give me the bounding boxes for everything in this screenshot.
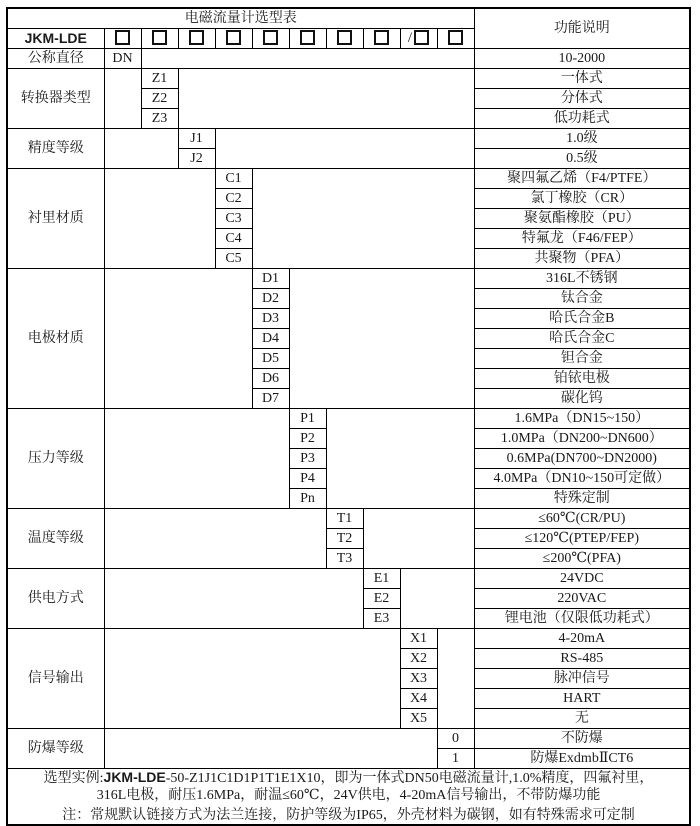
- description-cell: ≤200℃(PFA): [474, 549, 690, 569]
- description-cell: 铂铱电极: [474, 369, 690, 389]
- filler-cell: [437, 629, 474, 729]
- description-cell: 不防爆: [474, 729, 690, 749]
- description-cell: 共聚物（PFA）: [474, 249, 690, 269]
- model-code-cell: [215, 29, 252, 49]
- code-cell: C3: [215, 209, 252, 229]
- code-cell: Pn: [289, 489, 326, 509]
- group-label-nominal-diameter: 公称直径: [7, 49, 104, 69]
- model-code-cell: [289, 29, 326, 49]
- code-cell: P2: [289, 429, 326, 449]
- description-cell: 一体式: [474, 69, 690, 89]
- code-cell: E3: [363, 609, 400, 629]
- checkbox-icon[interactable]: [300, 30, 315, 45]
- description-cell: 0.5级: [474, 149, 690, 169]
- code-cell: C2: [215, 189, 252, 209]
- model-code-cell: [326, 29, 363, 49]
- filler-cell: [215, 129, 474, 169]
- bottom-note: 注：常规默认链接方式为法兰连接，防护等级为IP65，外壳材料为碳钢，如有特殊需求可定制: [62, 808, 635, 823]
- code-cell: X1: [400, 629, 437, 649]
- filler-cell: [178, 69, 474, 129]
- code-cell: D6: [252, 369, 289, 389]
- slash-mark: /: [407, 30, 413, 46]
- description-cell: 氯丁橡胶（CR）: [474, 189, 690, 209]
- checkbox-icon[interactable]: [374, 30, 389, 45]
- filler-cell: [104, 729, 437, 769]
- group-label-electrode-material: 电极材质: [7, 269, 104, 409]
- checkbox-icon[interactable]: [414, 30, 429, 45]
- description-cell: 1.0级: [474, 129, 690, 149]
- code-cell: C5: [215, 249, 252, 269]
- description-cell: 聚四氟乙烯（F4/PTFE）: [474, 169, 690, 189]
- group-label-signal-output: 信号输出: [7, 629, 104, 729]
- description-cell: 锂电池（仅限低功耗式）: [474, 609, 690, 629]
- group-label-explosion-proof: 防爆等级: [7, 729, 104, 769]
- code-cell: Z3: [141, 109, 178, 129]
- description-cell: 钽合金: [474, 349, 690, 369]
- description-cell: 碳化钨: [474, 389, 690, 409]
- table-title: 电磁流量计选型表: [7, 8, 474, 29]
- code-cell: T2: [326, 529, 363, 549]
- code-cell: C4: [215, 229, 252, 249]
- description-cell: 分体式: [474, 89, 690, 109]
- model-code-cell: [252, 29, 289, 49]
- filler-cell: [326, 409, 474, 509]
- filler-cell: [104, 269, 252, 409]
- checkbox-icon[interactable]: [337, 30, 352, 45]
- code-cell: D4: [252, 329, 289, 349]
- filler-cell: [104, 569, 363, 629]
- filler-cell: [252, 169, 474, 269]
- notes-area: [7, 769, 690, 826]
- code-cell: P3: [289, 449, 326, 469]
- example-text-line2: 316L电极，耐压1.6MPa，耐温≤60℃，24V供电，4-20mA信号输出，不带防爆功能: [96, 788, 601, 803]
- example-prefix: 选型实例:: [43, 771, 104, 786]
- checkbox-icon[interactable]: [263, 30, 278, 45]
- filler-cell: [363, 509, 474, 569]
- code-cell: D3: [252, 309, 289, 329]
- description-cell: 哈氏合金C: [474, 329, 690, 349]
- description-cell: 低功耗式: [474, 109, 690, 129]
- filler-cell: [104, 629, 400, 729]
- selection-table: [6, 7, 691, 826]
- description-cell: 24VDC: [474, 569, 690, 589]
- description-cell: 特殊定制: [474, 489, 690, 509]
- checkbox-icon[interactable]: [152, 30, 167, 45]
- code-cell: X4: [400, 689, 437, 709]
- code-cell: E1: [363, 569, 400, 589]
- description-cell: 4.0MPa（DN10~150可定做）: [474, 469, 690, 489]
- group-label-accuracy-class: 精度等级: [7, 129, 104, 169]
- code-cell: Z1: [141, 69, 178, 89]
- filler-cell: [104, 169, 215, 269]
- model-code-cell: [363, 29, 400, 49]
- code-cell: C1: [215, 169, 252, 189]
- example-text: -50-Z1J1C1D1P1T1E1X10，即为一体式DN50电磁流量计,1.0%精度，四氟衬里，: [165, 771, 654, 786]
- code-cell: D1: [252, 269, 289, 289]
- code-cell: X3: [400, 669, 437, 689]
- function-description-header: 功能说明: [474, 8, 690, 49]
- example-model-code: JKM-LDE: [103, 769, 166, 785]
- description-cell: 防爆ExdmbⅡCT6: [474, 749, 690, 769]
- checkbox-icon[interactable]: [115, 30, 130, 45]
- filler-cell: [400, 569, 474, 629]
- group-label-temperature-rating: 温度等级: [7, 509, 104, 569]
- description-cell: 聚氨酯橡胶（PU）: [474, 209, 690, 229]
- filler-cell: [104, 409, 289, 509]
- filler-cell: [141, 49, 474, 69]
- description-cell: 1.0MPa（DN200~DN600）: [474, 429, 690, 449]
- code-cell: T1: [326, 509, 363, 529]
- model-code-cell: [104, 29, 141, 49]
- code-cell: DN: [104, 49, 141, 69]
- description-cell: HART: [474, 689, 690, 709]
- description-cell: ≤120℃(PTEP/FEP): [474, 529, 690, 549]
- filler-cell: [104, 69, 141, 129]
- checkbox-icon[interactable]: [448, 30, 463, 45]
- code-cell: X2: [400, 649, 437, 669]
- checkbox-icon[interactable]: [189, 30, 204, 45]
- description-cell: 脉冲信号: [474, 669, 690, 689]
- description-cell: RS-485: [474, 649, 690, 669]
- code-cell: D2: [252, 289, 289, 309]
- group-label-power-supply: 供电方式: [7, 569, 104, 629]
- code-cell: E2: [363, 589, 400, 609]
- group-label-lining-material: 衬里材质: [7, 169, 104, 269]
- model-prefix-label: JKM-LDE: [7, 29, 104, 49]
- model-code-cell: [400, 29, 437, 49]
- code-cell: Z2: [141, 89, 178, 109]
- code-cell: 0: [437, 729, 474, 749]
- description-cell: ≤60℃(CR/PU): [474, 509, 690, 529]
- code-cell: J2: [178, 149, 215, 169]
- description-cell: 1.6MPa（DN15~150）: [474, 409, 690, 429]
- filler-cell: [289, 269, 474, 409]
- description-cell: 220VAC: [474, 589, 690, 609]
- code-cell: D7: [252, 389, 289, 409]
- description-cell: 哈氏合金B: [474, 309, 690, 329]
- description-cell: 10-2000: [474, 49, 690, 69]
- description-cell: 4-20mA: [474, 629, 690, 649]
- code-cell: D5: [252, 349, 289, 369]
- group-label-converter-type: 转换器类型: [7, 69, 104, 129]
- group-label-pressure-rating: 压力等级: [7, 409, 104, 509]
- code-cell: 1: [437, 749, 474, 769]
- code-cell: X5: [400, 709, 437, 729]
- description-cell: 特氟龙（F46/FEP）: [474, 229, 690, 249]
- description-cell: 无: [474, 709, 690, 729]
- description-cell: 0.6MPa(DN700~DN2000): [474, 449, 690, 469]
- code-cell: P1: [289, 409, 326, 429]
- model-code-cell: [178, 29, 215, 49]
- description-cell: 316L不锈钢: [474, 269, 690, 289]
- filler-cell: [104, 129, 178, 169]
- code-cell: J1: [178, 129, 215, 149]
- description-cell: 钛合金: [474, 289, 690, 309]
- selection-example-note: [44, 771, 654, 786]
- checkbox-icon[interactable]: [226, 30, 241, 45]
- code-cell: T3: [326, 549, 363, 569]
- model-code-cell: [141, 29, 178, 49]
- code-cell: P4: [289, 469, 326, 489]
- filler-cell: [104, 509, 326, 569]
- model-code-cell: [437, 29, 474, 49]
